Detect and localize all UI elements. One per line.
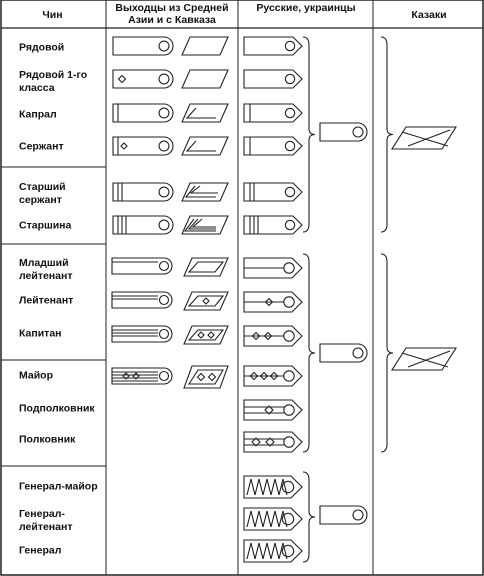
header-russians: Русские, украинцы bbox=[256, 2, 356, 14]
inner-frame bbox=[189, 262, 223, 272]
rank-mayor: Майор bbox=[19, 369, 53, 382]
collar-tab bbox=[182, 70, 228, 88]
shoulder-strap bbox=[244, 70, 302, 88]
group-brace bbox=[303, 472, 315, 562]
star-icon bbox=[208, 332, 214, 338]
rank-podpolkovnik: Подполковник bbox=[19, 402, 95, 415]
header-cossacks: Казаки bbox=[411, 9, 447, 21]
rank-polkovnik: Полковник bbox=[19, 433, 76, 446]
star-icon bbox=[209, 374, 216, 381]
button-icon bbox=[159, 108, 169, 118]
rank-mladshiy-leytenant: Младший лейтенант bbox=[19, 257, 73, 282]
button-icon bbox=[284, 437, 294, 447]
collar-tab bbox=[184, 326, 228, 344]
button-icon bbox=[159, 187, 169, 197]
group-brace bbox=[303, 254, 315, 452]
collar-tab bbox=[182, 37, 228, 55]
table-border bbox=[1, 0, 483, 575]
rank-starshiy-serzhant: Старший сержант bbox=[19, 181, 66, 206]
collar-tab bbox=[184, 258, 228, 276]
shoulder-strap bbox=[244, 216, 302, 234]
button-icon bbox=[159, 41, 169, 51]
star-icon bbox=[198, 332, 204, 338]
button-icon bbox=[353, 348, 363, 358]
button-icon bbox=[285, 74, 294, 83]
shoulder-strap bbox=[113, 70, 173, 88]
field-strap bbox=[320, 506, 367, 524]
star-icon bbox=[121, 143, 127, 149]
button-icon bbox=[353, 510, 363, 520]
button-icon bbox=[284, 371, 294, 381]
star-icon bbox=[119, 76, 126, 83]
button-icon bbox=[284, 297, 294, 307]
rank-general-mayor: Генерал-майор bbox=[19, 480, 98, 493]
button-icon bbox=[160, 262, 169, 271]
inner-frame bbox=[189, 330, 223, 340]
button-icon bbox=[160, 296, 169, 305]
button-icon bbox=[159, 220, 169, 230]
rank-ryadovoy-1: Рядовой 1-го класса bbox=[19, 69, 88, 94]
header-rank: Чин bbox=[42, 9, 63, 21]
star-icon bbox=[198, 374, 205, 381]
button-icon bbox=[160, 372, 169, 381]
shoulder-strap bbox=[112, 258, 172, 274]
button-icon bbox=[284, 331, 294, 341]
rank-ryadovoy: Рядовой bbox=[19, 41, 65, 54]
button-icon bbox=[285, 108, 294, 117]
button-icon bbox=[284, 263, 294, 273]
button-icon bbox=[159, 74, 169, 84]
rank-starshina: Старшина bbox=[19, 219, 72, 232]
field-strap bbox=[320, 344, 367, 362]
zigzag-pattern bbox=[247, 479, 287, 495]
collar-tab bbox=[184, 292, 228, 310]
collar-tab bbox=[182, 183, 228, 201]
button-icon bbox=[285, 41, 294, 50]
rank-general-leytenant: Генерал-лейтенант bbox=[19, 508, 73, 533]
rank-kapitan: Капитан bbox=[19, 327, 62, 340]
rank-leytenant: Лейтенант bbox=[19, 294, 74, 307]
rank-serzhant: Сержант bbox=[19, 140, 64, 153]
chevron-mark bbox=[187, 108, 216, 118]
button-icon bbox=[285, 187, 294, 196]
button-icon bbox=[160, 330, 169, 339]
button-icon bbox=[353, 127, 363, 137]
chevron-mark bbox=[186, 186, 216, 197]
shoulder-strap bbox=[113, 137, 173, 155]
shoulder-strap bbox=[244, 37, 302, 55]
zigzag-pattern bbox=[247, 511, 287, 527]
chevron-mark bbox=[191, 186, 218, 193]
button-icon bbox=[285, 220, 294, 229]
field-strap bbox=[320, 123, 367, 141]
button-icon bbox=[284, 405, 294, 415]
shoulder-strap bbox=[113, 104, 173, 122]
group-brace bbox=[303, 37, 315, 232]
shoulder-strap bbox=[112, 292, 172, 308]
shoulder-strap bbox=[244, 137, 302, 155]
rank-kapral: Капрал bbox=[19, 108, 57, 121]
inner-frame bbox=[189, 370, 223, 384]
button-icon bbox=[159, 141, 169, 151]
collar-tab bbox=[182, 104, 228, 122]
shoulder-strap bbox=[112, 368, 172, 384]
zigzag-pattern bbox=[247, 543, 287, 559]
sabre bbox=[408, 130, 450, 146]
collar-tab bbox=[182, 137, 228, 155]
shoulder-strap bbox=[112, 326, 172, 342]
shoulder-strap bbox=[244, 104, 302, 122]
shoulder-strap bbox=[244, 183, 302, 201]
header-central-asia: Выходцы из Средней Азии и с Кавказа bbox=[115, 2, 229, 26]
sabre bbox=[408, 351, 450, 367]
group-brace-cossack bbox=[381, 254, 393, 452]
chevron-mark bbox=[187, 141, 216, 151]
shoulder-strap bbox=[113, 37, 173, 55]
collar-tab bbox=[184, 366, 228, 388]
button-icon bbox=[285, 141, 294, 150]
rank-general: Генерал bbox=[19, 544, 62, 557]
group-brace-cossack bbox=[381, 37, 393, 232]
star-icon bbox=[203, 298, 209, 304]
